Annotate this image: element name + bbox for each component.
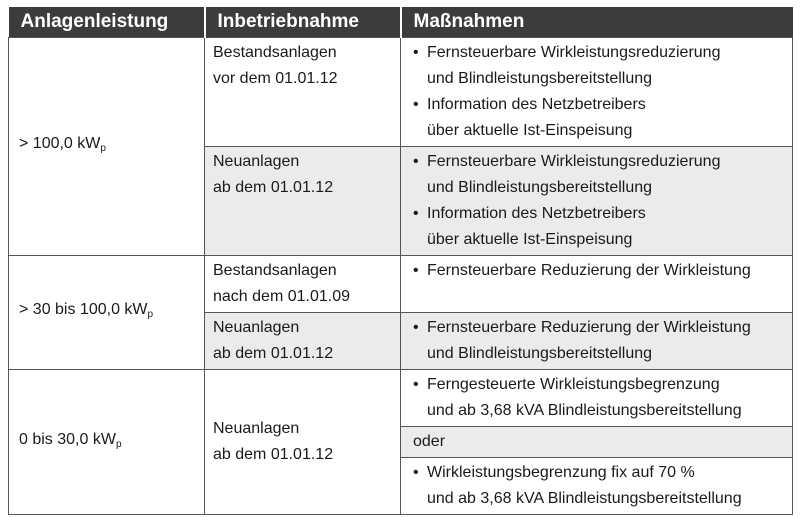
list-item: • Fernsteuerbare Wirkleistungsreduzierung und Blindleistungsbereitstellung (409, 149, 784, 201)
measures-table-container (8, 7, 792, 509)
table-row (9, 256, 793, 313)
measures-cell (401, 147, 793, 256)
table-row (9, 38, 793, 147)
list-item: • Fernsteuerbare Reduzierung der Wirkleistung (409, 258, 784, 284)
power-cell: 0 bis 30,0 $kW_p$ (9, 370, 205, 515)
list-item: • Information des Netzbetreibers über aktuelle Ist-Einspeisung (409, 92, 784, 144)
measures-cell (401, 370, 793, 427)
header-anlagenleistung: Anlagenleistung (9, 7, 205, 38)
header-row (9, 7, 793, 38)
table-row (9, 370, 793, 427)
commissioning-cell: Bestandsanlagen vor dem 01.01.12 (205, 38, 401, 147)
header-massnahmen: Maßnahmen (401, 7, 793, 38)
measures-cell (401, 256, 793, 313)
commissioning-cell: Neuanlagen ab dem 01.01.12 (205, 370, 401, 515)
measures-cell (401, 458, 793, 515)
power-cell: > 30 bis 100,0 $kW_p$ (9, 256, 205, 370)
list-item: • Fernsteuerbare Wirkleistungsreduzierung und Blindleistungsbereitstellung (409, 40, 784, 92)
list-item: • Fernsteuerbare Reduzierung der Wirkleistung und Blindleistungsbereitstellung (409, 315, 784, 367)
list-item: • Wirkleistungsbegrenzung fix auf 70 % und ab 3,68 kVA Blindleistungsbereitstellung (409, 460, 784, 512)
list-item: • Ferngesteuerte Wirkleistungsbegrenzung und ab 3,68 kVA Blindleistungsbereitstellung (409, 372, 784, 424)
header-inbetriebnahme: Inbetriebnahme (205, 7, 401, 38)
oder-cell: oder (401, 427, 793, 458)
commissioning-cell: Neuanlagen ab dem 01.01.12 (205, 147, 401, 256)
measures-table (8, 7, 793, 515)
measures-cell (401, 313, 793, 370)
list-item: • Information des Netzbetreibers über aktuelle Ist-Einspeisung (409, 201, 784, 253)
commissioning-cell: Bestandsanlagen nach dem 01.01.09 (205, 256, 401, 313)
measures-cell (401, 38, 793, 147)
power-cell: > 100,0 $kW_p$ (9, 38, 205, 256)
commissioning-cell: Neuanlagen ab dem 01.01.12 (205, 313, 401, 370)
